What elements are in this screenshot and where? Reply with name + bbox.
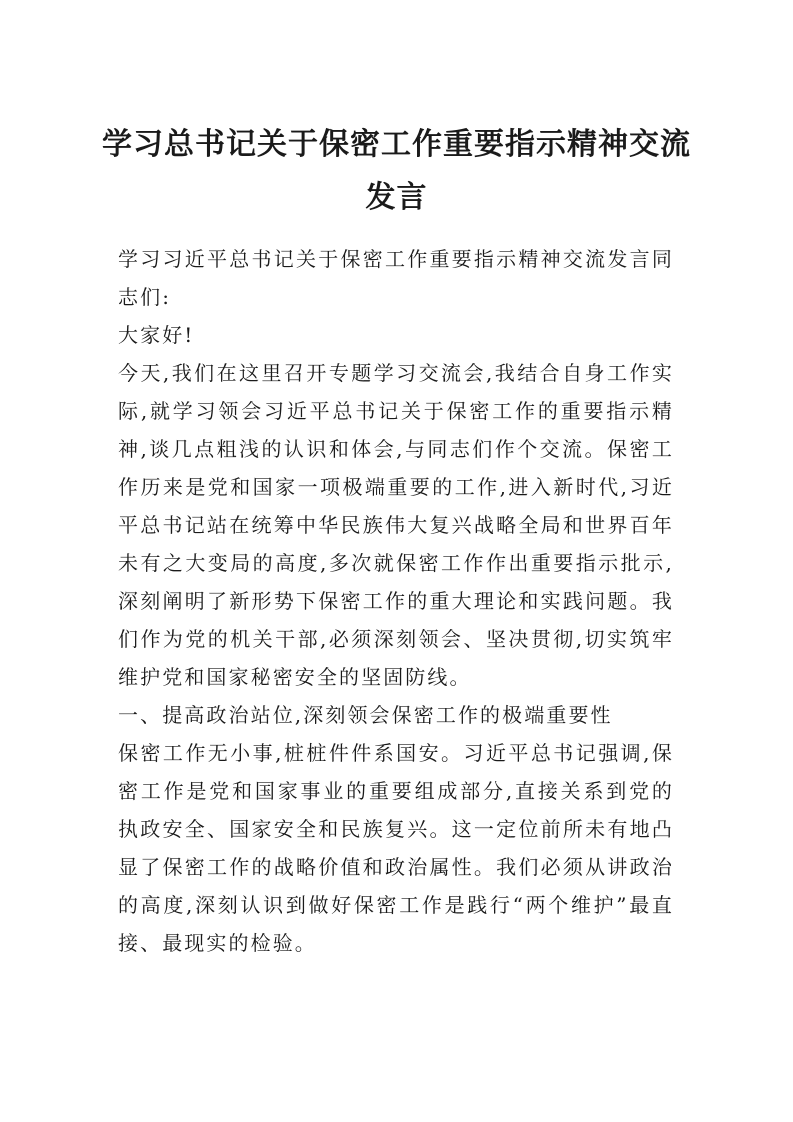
paragraph-intro: 今天,我们在这里召开专题学习交流会,我结合自身工作实际,就学习领会习近平总书记关于保密工作的重要指示精神,谈几点粗浅的认识和体会,与同志们作个交流。保密工作历来是党和国家一项极端重要的工作,进入新时代,习近平总书记站在统筹中华民族伟大复兴战略全局和世界百年未有之大变局的高度,多次就保密工作作出重要指示批示,深刻阐明了新形势下保密工作的重大理论和实践问题。我们作为党的机关干部,必须深刻领会、坚决贯彻,切实筑牢维护党和国家秘密安全的坚固防线。 [118, 361, 674, 689]
document-body [118, 240, 674, 962]
section-heading-1: 一、提高政治站位,深刻领会保密工作的极端重要性 [118, 703, 613, 727]
document-title: 学习总书记关于保密工作重要指示精神交流发言 [102, 127, 691, 215]
paragraph-section-1: 保密工作无小事,桩桩件件系国安。习近平总书记强调,保密工作是党和国家事业的重要组成部分,直接关系到党的执政安全、国家安全和民族复兴。这一定位前所未有地凸显了保密工作的战略价值和政治属性。我们必须从讲政治的高度,深刻认识到做好保密工作是践行“两个维护”最直接、最现实的检验。 [118, 741, 674, 955]
paragraph-heading-line: 学习习近平总书记关于保密工作重要指示精神交流发言同志们: [118, 247, 674, 309]
paragraph-greeting: 大家好! [118, 323, 195, 347]
